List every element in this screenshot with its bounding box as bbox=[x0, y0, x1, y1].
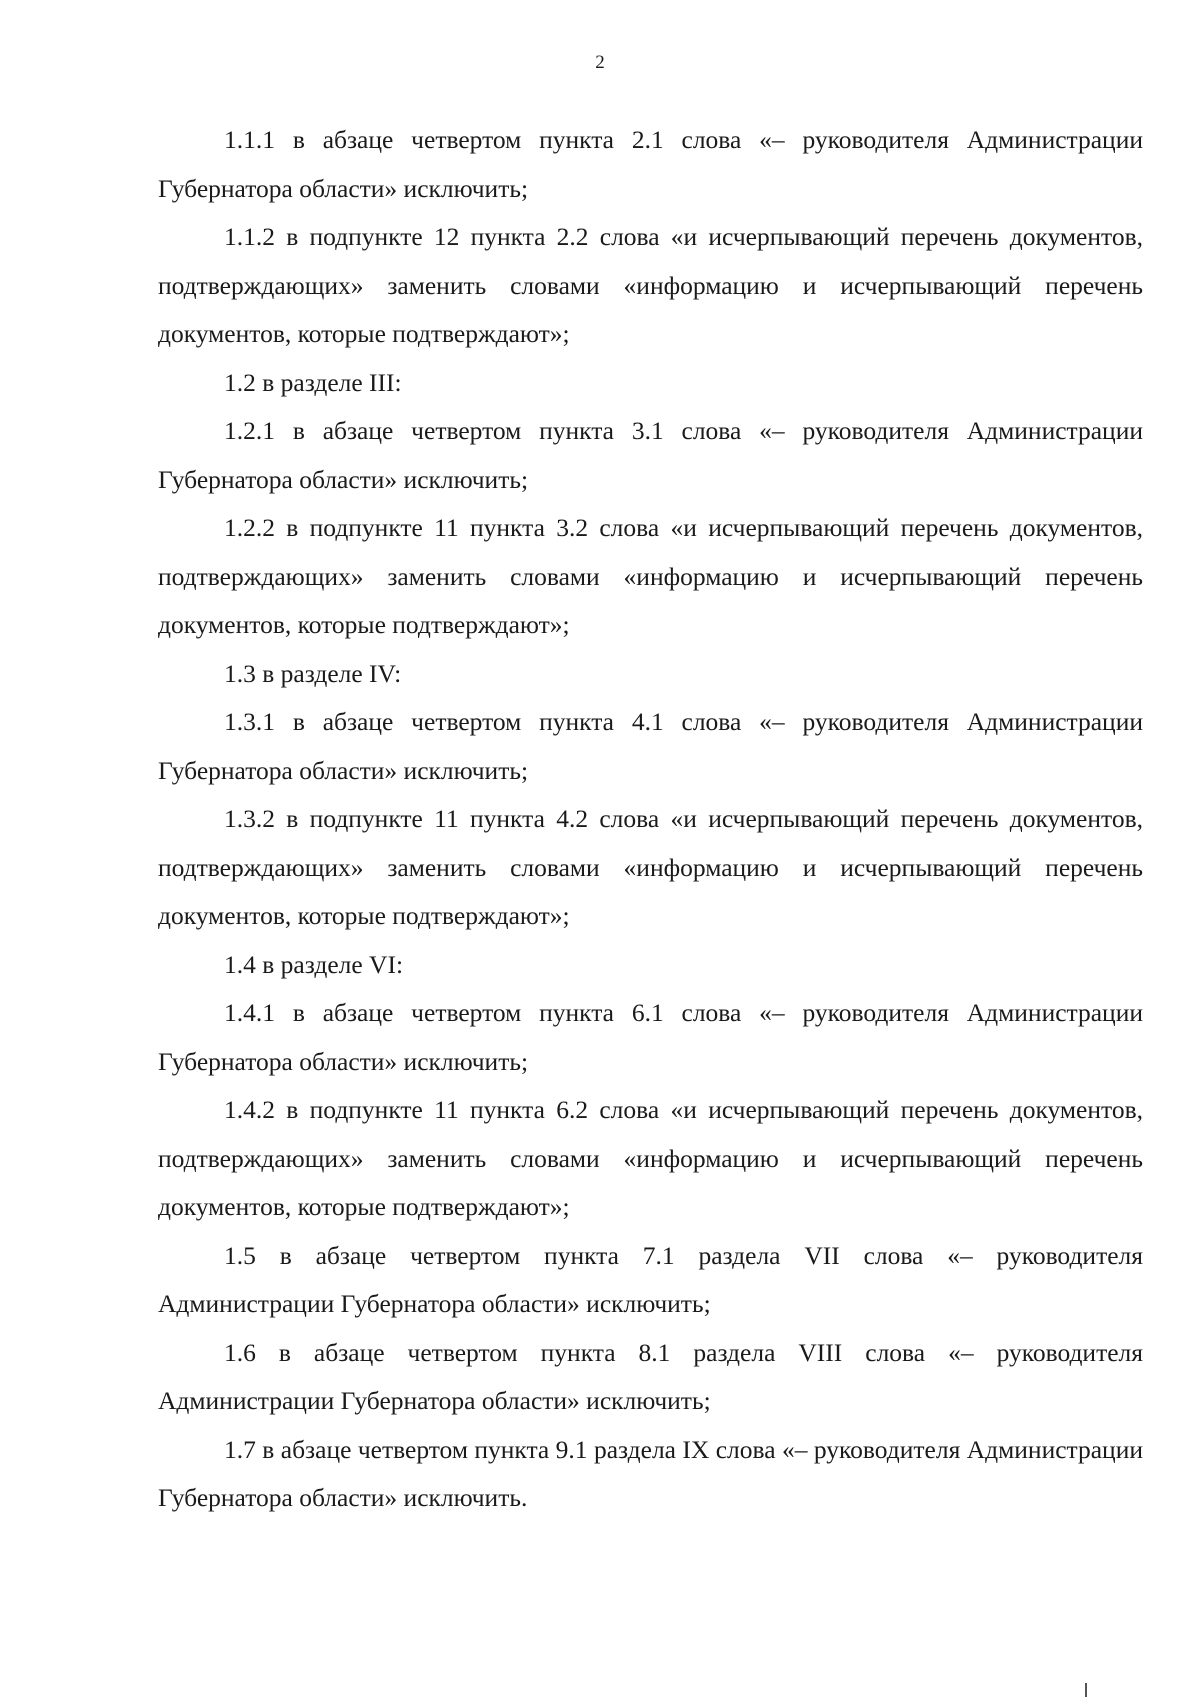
paragraph-1-3-1: 1.3.1 в абзаце четвертом пункта 4.1 слова «– руководителя Администрации Губернатора области» исключить; bbox=[158, 707, 1143, 785]
paragraph-1-6: 1.6 в абзаце четвертом пункта 8.1 раздела VIII слова «– руководителя Администрации Губернатора области» исключить; bbox=[158, 1337, 1143, 1415]
document-body bbox=[158, 116, 1143, 1523]
paragraph-1-7: 1.7 в абзаце четвертом пункта 9.1 раздела IX слова «– руководителя Администрации Губернатора области» исключить. bbox=[158, 1434, 1143, 1512]
paragraph-1-2-2: 1.2.2 в подпункте 11 пункта 3.2 слова «и исчерпывающий перечень документов, подтверждающих» заменить словами «информацию и исчерпывающий перечень документов, которые подтверждают»; bbox=[158, 513, 1143, 639]
paragraph-1-5: 1.5 в абзаце четвертом пункта 7.1 раздела VII слова «– руководителя Администрации Губернатора области» исключить; bbox=[158, 1240, 1143, 1318]
paragraph-1-1-2: 1.1.2 в подпункте 12 пункта 2.2 слова «и исчерпывающий перечень документов, подтверждающих» заменить словами «информацию и исчерпывающий перечень документов, которые подтверждают»; bbox=[158, 222, 1143, 348]
paragraph-1-4-1: 1.4.1 в абзаце четвертом пункта 6.1 слова «– руководителя Администрации Губернатора области» исключить; bbox=[158, 998, 1143, 1076]
paragraph-1-3: 1.3 в разделе IV: bbox=[224, 658, 402, 688]
page-number: 2 bbox=[595, 52, 605, 73]
paragraph-1-2-1: 1.2.1 в абзаце четвертом пункта 3.1 слова «– руководителя Администрации Губернатора области» исключить; bbox=[158, 416, 1143, 494]
paragraph-1-3-2: 1.3.2 в подпункте 11 пункта 4.2 слова «и исчерпывающий перечень документов, подтверждающих» заменить словами «информацию и исчерпывающий перечень документов, которые подтверждают»; bbox=[158, 804, 1143, 930]
paragraph-1-4-2: 1.4.2 в подпункте 11 пункта 6.2 слова «и исчерпывающий перечень документов, подтверждающих» заменить словами «информацию и исчерпывающий перечень документов, которые подтверждают»; bbox=[158, 1095, 1143, 1221]
paragraph-1-2: 1.2 в разделе III: bbox=[224, 367, 402, 397]
paragraph-1-1-1: 1.1.1 в абзаце четвертом пункта 2.1 слова «– руководителя Администрации Губернатора области» исключить; bbox=[158, 125, 1143, 203]
paragraph-1-4: 1.4 в разделе VI: bbox=[224, 949, 404, 979]
scan-edge-mark bbox=[1085, 1683, 1087, 1697]
